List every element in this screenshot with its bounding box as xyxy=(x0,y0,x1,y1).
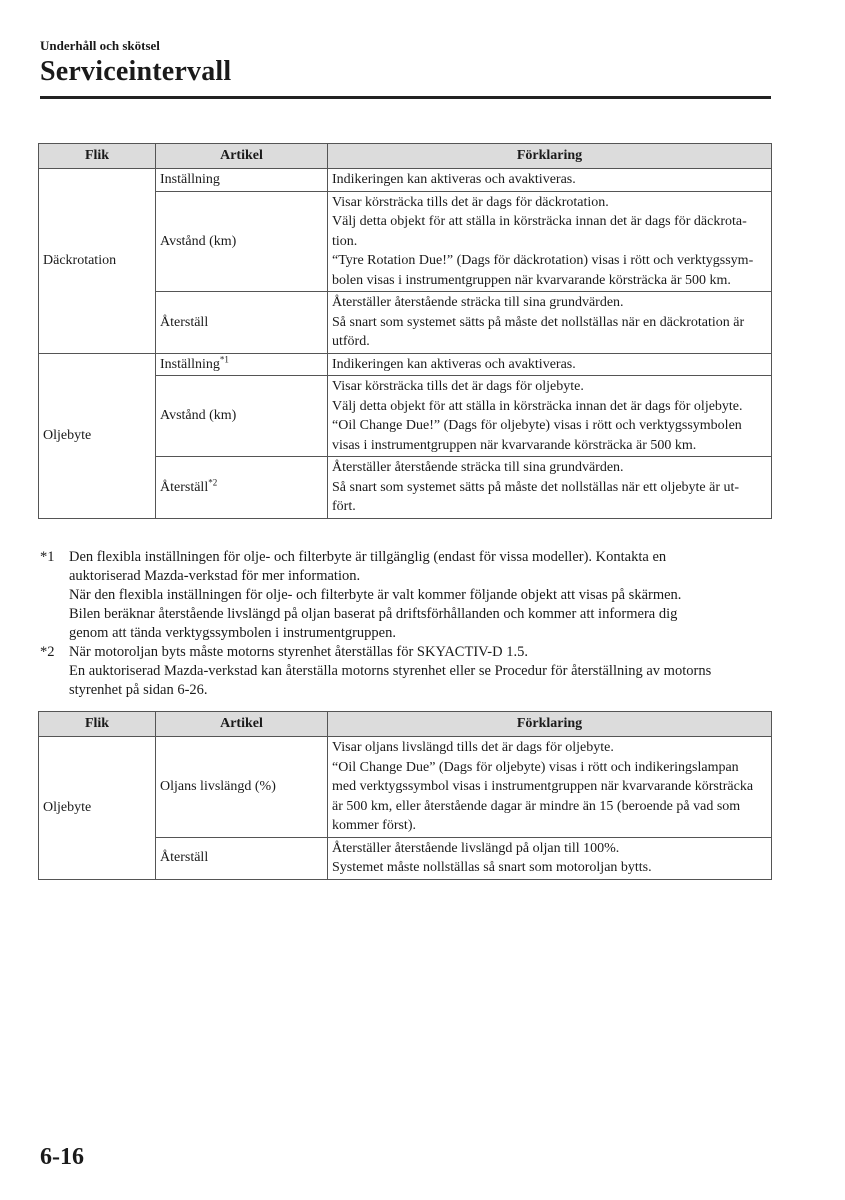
section-label: Underhåll och skötsel xyxy=(40,38,160,53)
footnote-mark: *1 xyxy=(40,549,55,565)
header-forklaring: Förklaring xyxy=(328,712,772,737)
table-row xyxy=(39,169,772,192)
forklaring-line: Visar körsträcka tills det är dags för däckrotation. xyxy=(332,194,609,210)
artikel-label: Avstånd (km) xyxy=(160,233,237,249)
footnote-line: En auktoriserad Mazda-verkstad kan återställa motorns styrenhet eller se Procedur för återställning av motorns xyxy=(69,663,712,679)
forklaring-cell xyxy=(328,353,772,376)
forklaring-line: Så snart som systemet sätts på måste det nollställas när en däckrotation är xyxy=(332,314,745,330)
forklaring-line: tion. xyxy=(332,233,358,249)
title-rule xyxy=(40,96,771,99)
header-artikel: Artikel xyxy=(156,712,328,737)
artikel-cell xyxy=(156,376,328,457)
forklaring-line: Återställer återstående sträcka till sina grundvärden. xyxy=(332,460,624,475)
forklaring-line: Välj detta objekt för att ställa in körsträcka innan det är dags för oljebyte. xyxy=(332,398,743,414)
artikel-label: Oljans livslängd (%) xyxy=(160,779,276,794)
footnote-ref: *1 xyxy=(219,353,229,364)
forklaring-line: Visar oljans livslängd tills det är dags för oljebyte. xyxy=(332,740,614,755)
artikel-label: Återställ xyxy=(160,479,209,495)
forklaring-line: fört. xyxy=(332,499,356,514)
footnotes xyxy=(40,548,772,700)
header-artikel: Artikel xyxy=(156,144,328,169)
service-table-2 xyxy=(38,711,772,880)
forklaring-cell xyxy=(328,837,772,879)
forklaring-cell xyxy=(328,169,772,192)
flik-label: Oljebyte xyxy=(43,800,92,815)
flik-label: Däckrotation xyxy=(43,253,117,268)
footnote-text xyxy=(69,548,772,643)
footnote-line: När den flexibla inställningen för olje- och filterbyte är valt kommer följande objekt att visas på skärmen. xyxy=(69,587,682,603)
service-table-1 xyxy=(38,143,772,519)
forklaring-line: Indikeringen kan aktiveras och avaktiveras. xyxy=(332,172,576,187)
footnote-line: Bilen beräknar återstående livslängd på oljan baserat på driftsförhållanden och kommer att informera dig xyxy=(69,606,678,622)
forklaring-cell xyxy=(328,457,772,519)
table-header-row xyxy=(39,144,772,169)
artikel-cell xyxy=(156,191,328,292)
forklaring-line: bolen visas i instrumentgruppen när kvarvarande körsträcka är 500 km. xyxy=(332,272,731,288)
forklaring-line: visas i instrumentgruppen när kvarvarande körsträcka är 500 km. xyxy=(332,437,697,453)
artikel-label: Återställ xyxy=(160,850,209,866)
footnote xyxy=(40,548,772,643)
footnote-mark: *2 xyxy=(40,644,55,660)
forklaring-cell xyxy=(328,292,772,354)
table-row xyxy=(39,737,772,838)
header-flik: Flik xyxy=(39,144,156,169)
forklaring-line: kommer först). xyxy=(332,818,416,833)
artikel-label: Avstånd (km) xyxy=(160,408,237,424)
artikel-cell xyxy=(156,837,328,879)
footnote-line: genom att tända verktygssymbolen i instrumentgruppen. xyxy=(69,625,396,641)
forklaring-line: Systemet måste nollställas så snart som motoroljan bytts. xyxy=(332,860,652,875)
forklaring-cell xyxy=(328,376,772,457)
artikel-cell xyxy=(156,292,328,354)
footnote-line: När motoroljan byts måste motorns styrenhet återställas för SKYACTIV-D 1.5. xyxy=(69,644,528,660)
forklaring-cell xyxy=(328,191,772,292)
forklaring-line: Återställer återstående livslängd på oljan till 100%. xyxy=(332,840,620,856)
header-flik: Flik xyxy=(39,712,156,737)
artikel-label: Inställning xyxy=(160,356,220,372)
forklaring-line: “Tyre Rotation Due!” (Dags för däckrotation) visas i rött och verktygssym- xyxy=(332,253,754,268)
table-header-row xyxy=(39,712,772,737)
flik-cell xyxy=(39,737,156,880)
page-number: 6-16 xyxy=(40,1144,84,1170)
forklaring-line: med verktygssymbol visas i instrumentgruppen när kvarvarande körsträcka xyxy=(332,779,754,794)
table-row xyxy=(39,353,772,376)
footnote-line: styrenhet på sidan 6-26. xyxy=(69,682,208,698)
artikel-label: Inställning xyxy=(160,172,220,187)
flik-cell xyxy=(39,169,156,354)
artikel-label: Återställ xyxy=(160,314,209,330)
forklaring-line: Välj detta objekt för att ställa in körsträcka innan det är dags för däckrota- xyxy=(332,214,747,229)
artikel-cell xyxy=(156,737,328,838)
forklaring-line: Återställer återstående sträcka till sina grundvärden. xyxy=(332,295,624,310)
forklaring-line: Indikeringen kan aktiveras och avaktiveras. xyxy=(332,356,576,372)
flik-label: Oljebyte xyxy=(43,427,92,443)
forklaring-line: är 500 km, eller återstående dagar är mindre än 15 (beroende på vad som xyxy=(332,798,741,814)
footnote-line: auktoriserad Mazda-verkstad för mer information. xyxy=(69,568,361,584)
footnote-ref: *2 xyxy=(208,476,218,487)
footnote-text xyxy=(69,643,772,700)
forklaring-line: “Oil Change Due” (Dags för oljebyte) visas i rött och indikeringslampan xyxy=(332,759,739,775)
forklaring-line: Så snart som systemet sätts på måste det nollställas när ett oljebyte är ut- xyxy=(332,479,740,495)
forklaring-cell xyxy=(328,737,772,838)
forklaring-line: utförd. xyxy=(332,334,370,349)
header-forklaring: Förklaring xyxy=(328,144,772,169)
footnote xyxy=(40,643,772,700)
page-title: Serviceintervall xyxy=(40,56,232,87)
artikel-cell xyxy=(156,457,328,519)
artikel-cell xyxy=(156,169,328,192)
forklaring-line: Visar körsträcka tills det är dags för oljebyte. xyxy=(332,379,584,394)
footnote-line: Den flexibla inställningen för olje- och filterbyte är tillgänglig (endast för vissa modeller). Kontakta en xyxy=(69,549,667,565)
flik-cell xyxy=(39,353,156,518)
forklaring-line: “Oil Change Due!” (Dags för oljebyte) visas i rött och verktygssymbolen xyxy=(332,418,742,433)
artikel-cell xyxy=(156,353,328,376)
